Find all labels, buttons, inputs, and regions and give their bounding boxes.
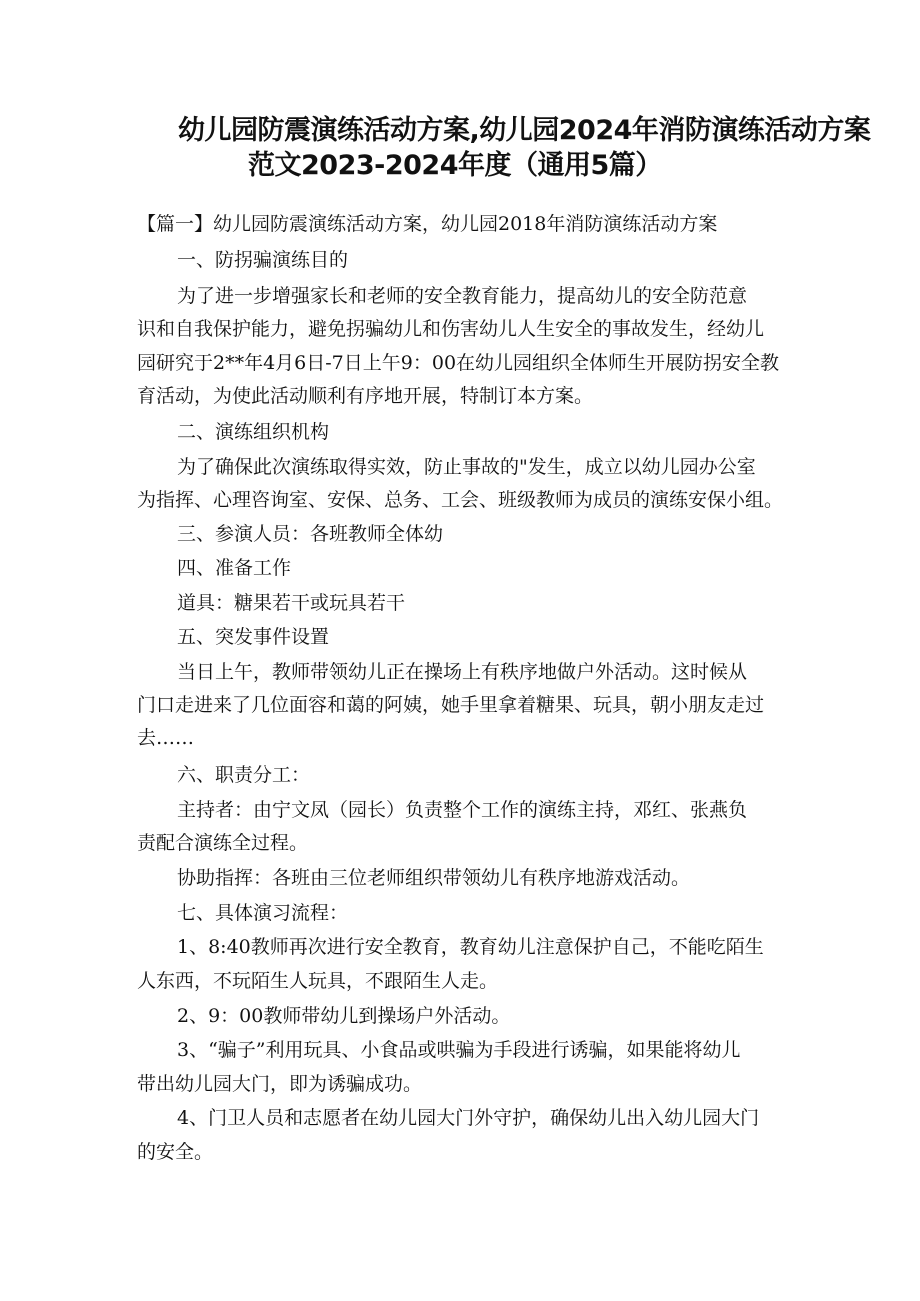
body-line: 人东西，不玩陌生人玩具，不跟陌生人走。 xyxy=(137,970,499,992)
body-line: 为指挥、心理咨询室、安保、总务、工会、班级教师为成员的演练安保小组。 xyxy=(137,489,784,511)
body-line: 带出幼儿园大门，即为诱骗成功。 xyxy=(137,1073,423,1095)
body-line: 2、9：00教师带幼儿到操场户外活动。 xyxy=(177,1005,511,1027)
body-line: 当日上午，教师带领幼儿正在操场上有秩序地做户外活动。这时候从 xyxy=(177,661,748,683)
document-title-line-2: 范文2023-2024年度（通用5篇） xyxy=(248,150,662,181)
body-line: 为了确保此次演练取得实效，防止事故的"发生，成立以幼儿园办公室 xyxy=(177,456,756,478)
body-line: 1、8:40教师再次进行安全教育，教育幼儿注意保护自己，不能吃陌生 xyxy=(177,936,764,958)
body-line: 主持者：由宁文凤（园长）负责整个工作的演练主持，邓红、张燕负 xyxy=(177,799,748,821)
heading-item-2: 二、演练组织机构 xyxy=(177,421,330,443)
heading-item-4: 四、准备工作 xyxy=(177,557,292,579)
document-title-line-1: 幼儿园防震演练活动方案,幼儿园2024年消防演练活动方案 xyxy=(178,115,871,146)
section-heading-part-one: 【篇一】幼儿园防震演练活动方案，幼儿园2018年消防演练活动方案 xyxy=(137,213,718,235)
body-line: 3、“骗子”利用玩具、小食品或哄骗为手段进行诱骗，如果能将幼儿 xyxy=(177,1039,741,1061)
body-line: 识和自我保护能力，避免拐骗幼儿和伤害幼儿人生安全的事故发生，经幼儿 xyxy=(137,318,765,340)
body-line: 育活动，为使此活动顺利有序地开展，特制订本方案。 xyxy=(137,385,594,407)
body-line: 4、门卫人员和志愿者在幼儿园大门外守护，确保幼儿出入幼儿园大门 xyxy=(177,1107,760,1129)
body-line: 责配合演练全过程。 xyxy=(137,832,309,854)
heading-item-3: 三、参演人员：各班教师全体幼 xyxy=(177,523,444,545)
body-line: 去…… xyxy=(137,727,195,749)
heading-item-6: 六、职责分工： xyxy=(177,764,311,786)
body-line: 协助指挥：各班由三位老师组织带领幼儿有秩序地游戏活动。 xyxy=(177,867,691,889)
heading-item-1: 一、防拐骗演练目的 xyxy=(177,249,349,271)
body-line: 道具：糖果若干或玩具若干 xyxy=(177,592,406,614)
body-line: 的安全。 xyxy=(137,1141,214,1163)
body-line: 园研究于2**年4月6日-7日上午9：00在幼儿园组织全体师生开展防拐安全教 xyxy=(137,352,780,374)
heading-item-5: 五、突发事件设置 xyxy=(177,626,330,648)
body-line: 门口走进来了几位面容和蔼的阿姨，她手里拿着糖果、玩具，朝小朋友走过 xyxy=(137,694,765,716)
heading-item-7: 七、具体演习流程： xyxy=(177,902,349,924)
body-line: 为了进一步增强家长和老师的安全教育能力，提高幼儿的安全防范意 xyxy=(177,285,748,307)
